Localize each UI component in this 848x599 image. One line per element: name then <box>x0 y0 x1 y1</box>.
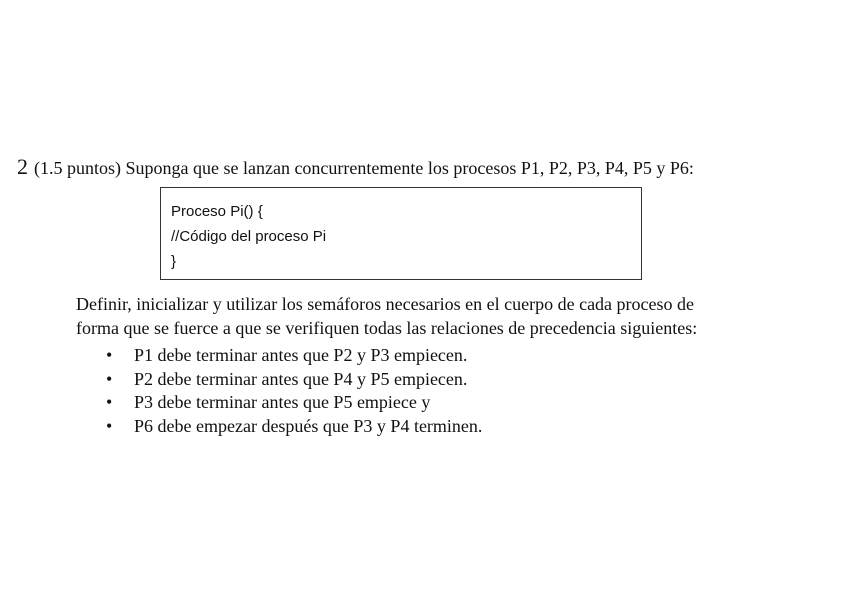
question-header <box>17 155 817 180</box>
requirement-text: P1 debe terminar antes que P2 y P3 empiecen. <box>134 345 468 365</box>
description-line: Definir, inicializar y utilizar los semáforos necesarios en el cuerpo de cada proceso de <box>76 294 695 314</box>
bullet-icon: • <box>106 368 113 389</box>
code-line: Proceso Pi() { <box>171 203 263 220</box>
code-box <box>160 187 642 280</box>
code-line: } <box>171 253 177 270</box>
bullet-icon: • <box>106 345 113 365</box>
requirement-text: P2 debe terminar antes que P4 y P5 empiecen. <box>134 368 468 389</box>
requirement-item <box>104 415 482 439</box>
requirement-text: P6 debe empezar después que P3 y P4 terminen. <box>134 415 483 436</box>
description-line: forma que se fuerce a que se verifiquen todas las relaciones de precedencia siguientes: <box>76 318 698 338</box>
description-paragraph <box>76 292 796 340</box>
bullet-icon: • <box>106 415 113 436</box>
requirement-item <box>104 391 482 415</box>
question-number: 2 <box>17 154 28 179</box>
requirement-item <box>104 368 482 392</box>
requirements-list <box>104 344 482 438</box>
code-line: //Código del proceso Pi <box>171 228 327 245</box>
bullet-icon: • <box>106 392 113 412</box>
question-intro: (1.5 puntos) Suponga que se lanzan concurrentemente los procesos P1, P2, P3, P4, P5 y P6: <box>34 158 694 178</box>
requirement-text: P3 debe terminar antes que P5 empiece y <box>134 392 431 412</box>
requirement-item <box>104 344 482 368</box>
